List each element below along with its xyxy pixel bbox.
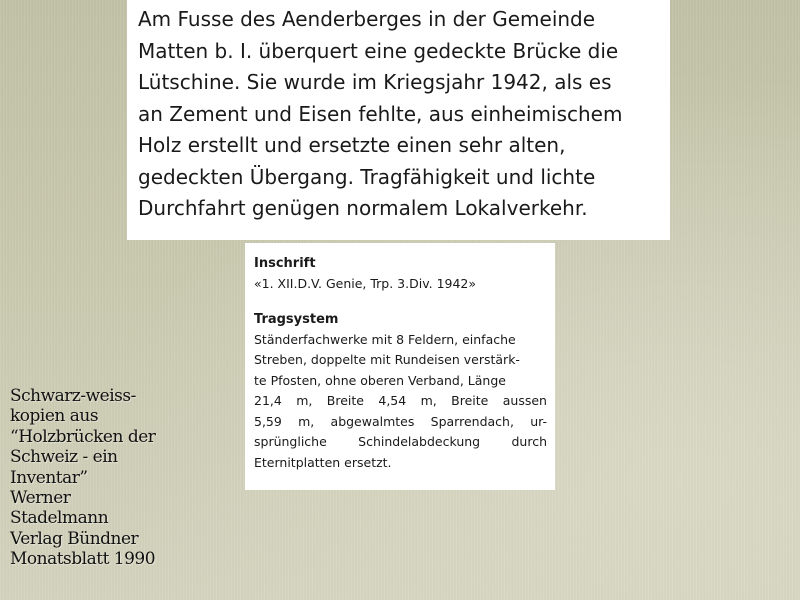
word: ur- — [530, 413, 547, 429]
tragsystem-line-justified — [254, 412, 547, 433]
credit-line: Schweiz - ein — [10, 447, 118, 468]
word: aussen — [502, 393, 547, 408]
description-line: Holz erstellt und ersetzte einen sehr alten, — [138, 133, 566, 157]
tragsystem-line: Eternitplatten ersetzt. — [254, 454, 392, 470]
credit-line: kopien aus — [10, 406, 99, 427]
tragsystem-line: Streben, doppelte mit Rundeisen verstärk- — [254, 352, 520, 367]
source-credit — [10, 386, 170, 570]
inschrift-heading: Inschrift — [254, 256, 316, 271]
section-spacer — [254, 295, 547, 310]
word: m, — [298, 413, 315, 429]
tragsystem-line-justified — [254, 432, 547, 453]
tragsystem-line: Ständerfachwerke mit 8 Feldern, einfache — [254, 331, 516, 347]
credit-line: Werner — [10, 488, 71, 509]
description-line: Matten b. I. überquert eine gedeckte Brücke die — [138, 38, 619, 63]
credit-line: Stadelmann — [10, 508, 109, 529]
tragsystem-line-justified — [254, 391, 547, 412]
inschrift-text: «1. XII.D.V. Genie, Trp. 3.Div. 1942» — [254, 276, 477, 291]
word: abgewalmtes — [330, 413, 415, 429]
word: Schindelabdeckung — [358, 434, 481, 449]
tragsystem-line: te Pfosten, ohne oberen Verband, Länge — [254, 372, 506, 388]
word: 4,54 — [378, 393, 407, 408]
word: Breite — [326, 393, 364, 408]
description-line: gedeckten Übergang. Tragfähigkeit und lichte — [138, 164, 596, 189]
description-line: Durchfahrt genügen normalem Lokalverkehr. — [138, 196, 588, 220]
bridge-description-clipping — [127, 0, 670, 240]
credit-line: Monatsblatt 1990 — [10, 549, 156, 570]
description-line: Am Fusse des Aenderberges in der Gemeinde — [138, 7, 596, 31]
word: durch — [511, 434, 547, 449]
word: 21,4 — [254, 393, 282, 408]
credit-line: Inventar” — [10, 467, 88, 488]
description-line: Lütschine. Sie wurde im Kriegsjahr 1942, als es — [138, 70, 612, 94]
word: 5,59 — [254, 413, 282, 429]
credit-line: Schwarz-weiss- — [10, 386, 136, 406]
credit-line: “Holzbrücken der — [10, 426, 156, 447]
bridge-details-clipping — [245, 243, 555, 490]
word: m, — [296, 393, 313, 408]
credit-line: Verlag Bündner — [10, 528, 139, 549]
word: Sparrendach, — [430, 413, 514, 429]
word: Breite — [451, 393, 489, 408]
description-line: an Zement und Eisen fehlte, aus einheimischem — [138, 101, 623, 126]
word: sprüngliche — [254, 434, 327, 449]
word: m, — [420, 393, 437, 408]
tragsystem-heading: Tragsystem — [254, 311, 339, 327]
